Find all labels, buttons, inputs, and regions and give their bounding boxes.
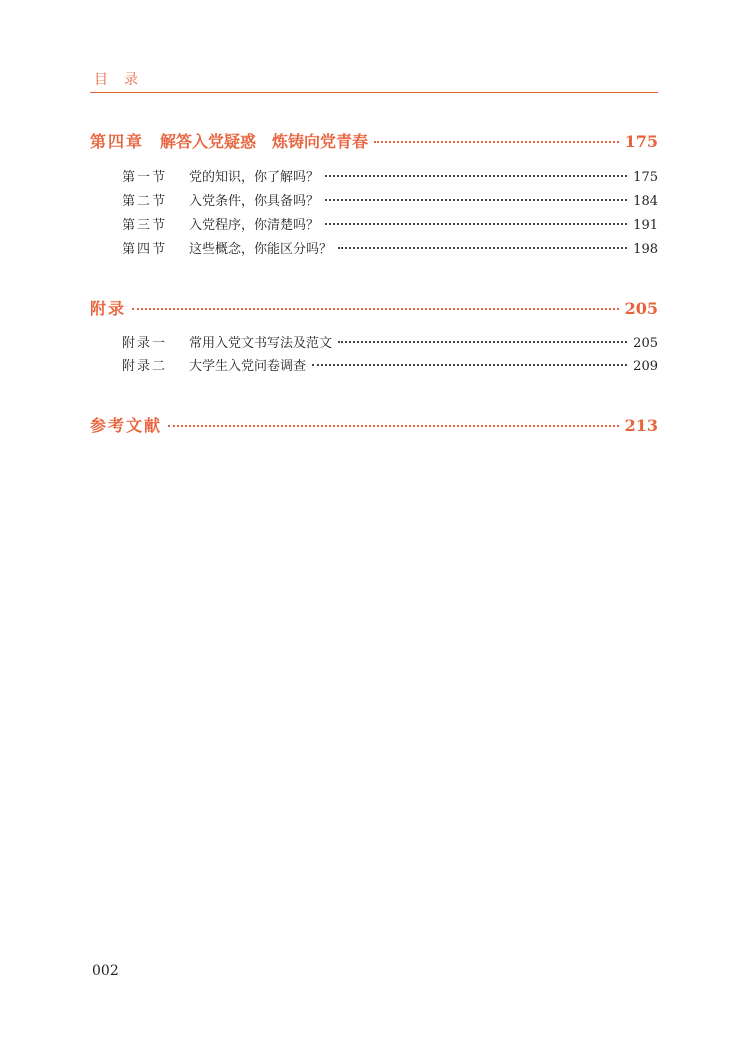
toc-appendix-2[interactable] xyxy=(122,355,658,374)
toc-page-number: 175 xyxy=(633,170,658,185)
toc-chapter-title: 解答入党疑惑 xyxy=(160,132,257,151)
toc-leader-dots xyxy=(325,175,627,177)
toc-section-title: 常用入党文书写法及范文 xyxy=(189,336,333,351)
toc-section-label: 附录一 xyxy=(122,336,168,351)
toc-section-title: 入党条件，你具备吗？ xyxy=(189,194,320,209)
toc-page-number: 205 xyxy=(624,299,658,318)
toc-page-number: 209 xyxy=(633,359,658,374)
toc-leader-dots xyxy=(312,364,627,366)
toc-section-1[interactable] xyxy=(122,166,658,185)
toc-chapter-label: 参考文献 xyxy=(90,416,163,435)
toc-page-number: 191 xyxy=(633,218,658,233)
toc-leader-dots xyxy=(338,247,627,249)
toc-section-title: 这些概念，你能区分吗？ xyxy=(189,242,333,257)
toc-page-number: 205 xyxy=(633,336,658,351)
toc-leader-dots xyxy=(374,141,619,143)
toc-chapter-appendix[interactable] xyxy=(90,296,658,319)
page-number: 002 xyxy=(92,963,119,979)
toc-page-number: 184 xyxy=(633,194,658,209)
toc-leader-dots xyxy=(132,308,619,310)
header-title: 目录 xyxy=(94,72,154,88)
toc-chapter-references[interactable] xyxy=(90,413,658,436)
toc-leader-dots xyxy=(325,199,627,201)
toc-section-4[interactable] xyxy=(122,238,658,257)
toc-chapter-4[interactable] xyxy=(90,129,658,152)
toc-section-label: 第一节 xyxy=(122,170,168,185)
toc-section-3[interactable] xyxy=(122,214,658,233)
toc-page-number: 175 xyxy=(624,132,658,151)
toc-page-number: 198 xyxy=(633,242,658,257)
toc-section-label: 第三节 xyxy=(122,218,168,233)
toc-appendix-1[interactable] xyxy=(122,332,658,351)
toc-section-label: 第二节 xyxy=(122,194,168,209)
toc-section-label: 附录二 xyxy=(122,359,168,374)
toc-leader-dots xyxy=(168,425,619,427)
toc-section-2[interactable] xyxy=(122,190,658,209)
toc-section-title: 大学生入党问卷调查 xyxy=(189,359,307,374)
toc-chapter-title-2: 炼铸向党青春 xyxy=(272,132,369,151)
toc-section-title: 入党程序，你清楚吗？ xyxy=(189,218,320,233)
toc-chapter-label: 第四章 xyxy=(90,132,145,151)
toc-chapter-label: 附录 xyxy=(90,299,127,318)
toc-leader-dots xyxy=(338,341,627,343)
toc-page-number: 213 xyxy=(624,416,658,435)
toc-leader-dots xyxy=(325,223,627,225)
header-rule xyxy=(90,92,658,93)
toc-section-label: 第四节 xyxy=(122,242,168,257)
toc-section-title: 党的知识，你了解吗？ xyxy=(189,170,320,185)
